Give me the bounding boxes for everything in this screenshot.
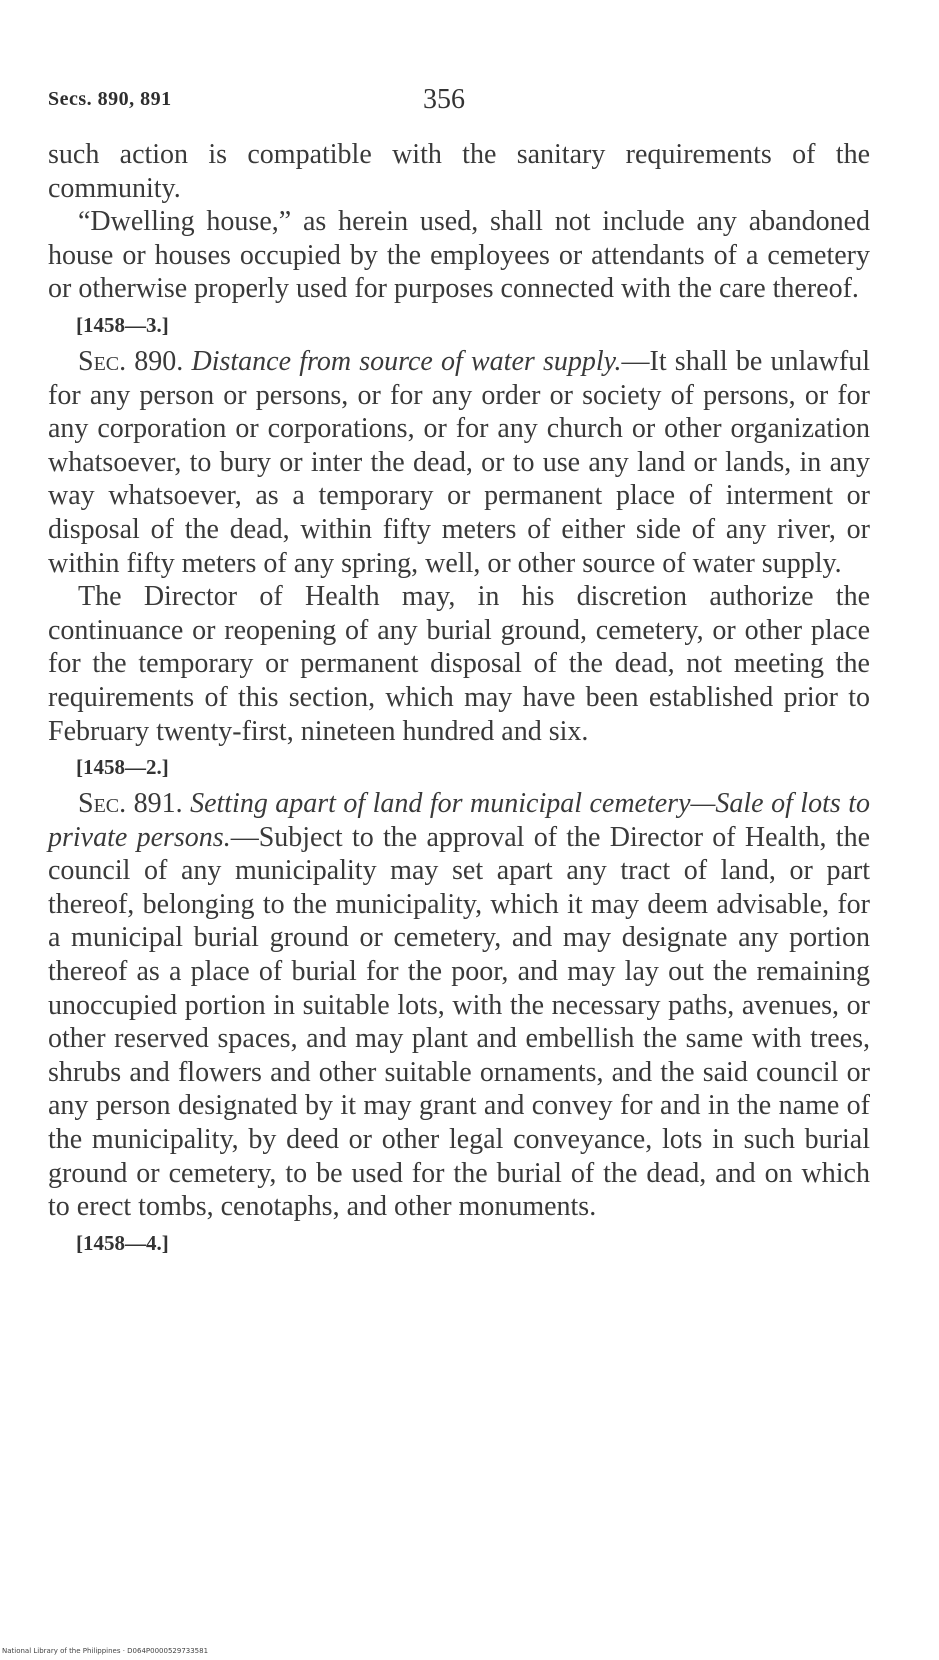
citation-1458-3: [1458—3.] [76, 312, 169, 337]
section-890-title: Distance from source of water supply. [191, 345, 622, 377]
section-891-label: Sec. 891. [78, 788, 183, 820]
paragraph-dwelling-house: “Dwelling house,” as herein used, shall not include any abandoned house or houses occupied by the employees or attendants of a cemetery or otherwise properly used for purposes connected with the care thereof. [48, 206, 870, 305]
paragraph-continuation: such action is compatible with the sanitary requirements of the community. [48, 139, 870, 204]
page-number: 356 [423, 84, 465, 115]
paragraph-director-discretion: The Director of Health may, in his discretion authorize the continuance or reopening of any burial ground, cemetery, or other place for the temporary or permanent disposal of the dead, not meeting the requirements of this section, which may have been established prior to February twenty-first, nineteen hundred and six. [48, 581, 870, 747]
section-890-label: Sec. 890. [78, 345, 184, 377]
scan-footer: National Library of the Philippines · D064P0000529733581 [2, 1647, 209, 1655]
section-890-body: —It shall be unlawful for any person or persons, or for any order or society of persons, or for any corporation or corporations, or for any church or other organization whatsoever, to bury or inter the dead, or to use any land or lands, in any way whatsoever, as a temporary or permanent place of interment or disposal of the dead, within fifty meters of either side of any river, or within fifty meters of any spring, well, or other source of water supply. [48, 345, 870, 579]
section-reference: Secs. 890, 891 [48, 88, 172, 110]
section-891 [48, 787, 870, 1224]
section-891-body: —Subject to the approval of the Director of Health, the council of any municipality may set apart any tract of land, or part thereof, belonging to the municipality, which it may deem advisable, for a municipal burial ground or cemetery, and may designate any portion thereof as a place of burial for the poor, and may lay out the remaining unoccupied portion in suitable lots, with the necessary paths, avenues, or other reserved spaces, and may plant and embellish the same with trees, shrubs and flowers and other suitable ornaments, and the said council or any person designated by it may grant and convey for and in the name of the municipality, by deed or other legal conveyance, lots in such burial ground or cemetery, to be used for the burial of the dead, and on which to erect tombs, cenotaphs, and other monuments. [48, 821, 870, 1223]
section-890 [48, 345, 870, 580]
body-text [48, 138, 870, 1263]
citation-1458-2: [1458—2.] [76, 755, 169, 780]
page-header [48, 84, 890, 120]
section-891-title: Setting apart of land for municipal cemetery—Sale of lots to private persons. [48, 788, 870, 853]
citation-1458-4: [1458—4.] [76, 1230, 169, 1255]
